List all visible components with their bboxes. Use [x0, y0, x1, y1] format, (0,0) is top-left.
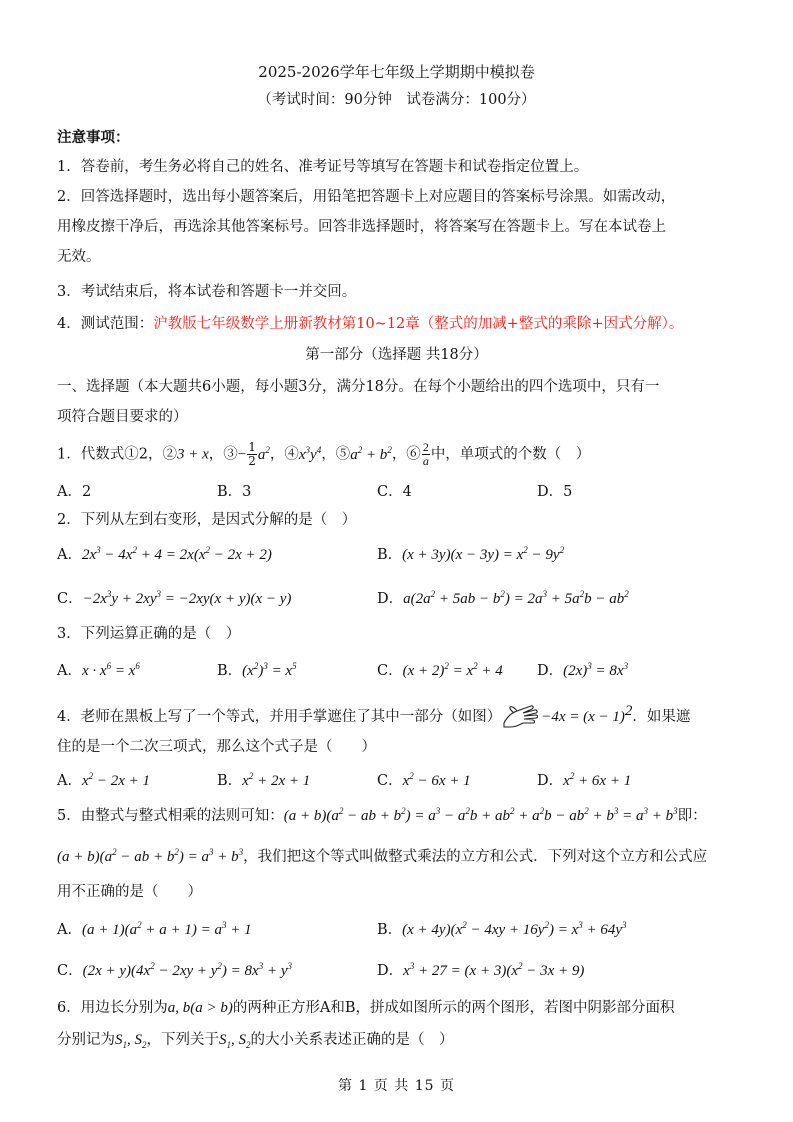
question-1-stem: 1．代数式①2，②3 + x，③− $\frac{1}{2}$ $a^2$，$④x^3y^4$，$⑤a^2 + b^2$，⑥ $\frac{2}{a}$ 中，单项式的个数（ ）: [57, 440, 591, 468]
question-3-stem: 3．下列运算正确的是（ ）: [57, 626, 241, 642]
q5-option-d[interactable]: D．$x^3 + 27 = (x + 3)(x^2 - 3x + 9)$: [377, 961, 585, 979]
q5-option-c[interactable]: C．$(2x + y)(4x^2 - 2xy + y^2) = 8x^3 + y^3$: [57, 961, 292, 979]
q2-option-a[interactable]: A．$2x^3 - 4x^2 + 4 = 2x(x^2 - 2x + 2)$: [57, 545, 272, 563]
note-item-2-line-1: 2．回答选择题时，选出每小题答案后，用铅笔把答题卡上对应题目的答案标号涂黑。如需改动，: [57, 189, 676, 205]
section-instructions-line-2: 项符合题目要求的）: [57, 409, 188, 425]
question-5-line-1: 5．由整式与整式相乘的法则可知：$(a + b)(a^2$ − ab + $b^2) = a^3 - a^2b + ab^2 + a^2b - ab^2 + b^3 = a^3 + b^3$即：: [57, 806, 707, 824]
note-item-2-line-3: 无效。: [57, 249, 101, 265]
fraction-one-half: $\frac{1}{2}$: [248, 440, 256, 468]
page-number: 第 1 页 共 15 页: [338, 1078, 455, 1094]
q1-option-d[interactable]: D．5: [537, 484, 573, 500]
question-5-line-3: 用不正确的是（ ）: [57, 884, 202, 900]
note-item-2-line-2: 用橡皮擦干净后，再选涂其他答案标号。回答非选择题时，将答案写在答题卡上。写在本试卷上: [57, 219, 666, 235]
question-2-stem: 2．下列从左到右变形，是因式分解的是（ ）: [57, 512, 357, 528]
q2-option-d[interactable]: D．$a(2a^2 + 5ab - b^2) = 2a^3 + 5a^2b - ab^2$: [377, 589, 629, 607]
question-4-stem-line-2: 住的是一个二次三项式，那么这个式子是（ ）: [57, 739, 376, 755]
test-scope: 沪教版七年级数学上册新教材第10~12章（整式的加减+整式的乘除+因式分解）。: [153, 316, 684, 332]
q1-option-b[interactable]: B．3: [217, 484, 252, 500]
section-instructions-line-1: 一、选择题（本大题共6小题，每小题3分，满分18分。在每个小题给出的四个选项中，只有一: [57, 379, 660, 395]
question-4-stem-line-1: 4．老师在黑板上写了一个等式，并用手掌遮住了其中一部分（如图） $-4x = (x - 1)^2$．如果遮: [57, 703, 743, 731]
question-6-line-1: 6．用边长分别为a, b(a > b)的两种正方形A和B，拼成如图所示的两个图形，若图中阴影部分面积: [57, 1000, 675, 1016]
q3-option-b[interactable]: B．$(x^2)^3 = x^5$: [217, 661, 297, 679]
note-item-3: 3．考试结束后，将本试卷和答题卡一并交回。: [57, 284, 357, 300]
q4-option-a[interactable]: A．$x^2 - 2x + 1$: [57, 771, 151, 789]
note-item-1: 1．答卷前，考生务必将自己的姓名、准考证号等填写在答题卡和试卷指定位置上。: [57, 159, 589, 175]
exam-title: 2025-2026学年七年级上学期期中模拟卷: [258, 63, 535, 81]
q5-option-b[interactable]: B．$(x + 4y)(x^2 - 4xy + 16y^2) = x^3 + 64y^3$: [377, 920, 627, 938]
question-6-line-2: 分别记为$S_1$, $S_2$，下列关于$S_1$, $S_2$的大小关系表述正确的是（ ）: [57, 1032, 454, 1050]
q1-option-c[interactable]: C．4: [377, 484, 412, 500]
note-item-4: [57, 314, 743, 334]
q3-option-c[interactable]: C．$(x + 2)^2 = x^2 + 4$: [377, 661, 503, 679]
q4-option-b[interactable]: B．$x^2 + 2x + 1$: [217, 771, 311, 789]
question-5-line-2: $(a + b)(a^2$ − ab + $b^2) = a^3 + b^3$，我们把这个等式叫做整式乘法的立方和公式．下列对这个立方和公式应: [57, 847, 708, 865]
exam-subtitle: （考试时间：90分钟 试卷满分：100分）: [257, 92, 536, 108]
fraction-two-over-a: $\frac{2}{a}$: [422, 440, 429, 468]
q4-option-d[interactable]: D．$x^2 + 6x + 1$: [537, 771, 632, 789]
q1-option-a[interactable]: A．2: [57, 484, 92, 500]
q2-option-c[interactable]: C．$-2x^3y + 2xy^3 = -2xy(x + y)(x - y)$: [57, 589, 292, 607]
hand-icon: [501, 703, 541, 731]
part1-heading: 第一部分（选择题 共18分）: [305, 347, 488, 363]
q4-option-c[interactable]: C．$x^2 - 6x + 1$: [377, 771, 471, 789]
q5-option-a[interactable]: A．$(a + 1)(a^2 + a + 1) = a^3 + 1$: [57, 920, 252, 938]
note-item-4-prefix: 4．测试范围：: [57, 316, 154, 332]
q2-option-b[interactable]: B．$(x + 3y)(x - 3y) = x^2 - 9y^2$: [377, 545, 565, 563]
q3-option-d[interactable]: D．$(2x)^3 = 8x^3$: [537, 661, 629, 679]
notes-heading: 注意事项：: [57, 129, 130, 146]
q3-option-a[interactable]: A．$x \cdot x^6 = x^6$: [57, 661, 140, 679]
